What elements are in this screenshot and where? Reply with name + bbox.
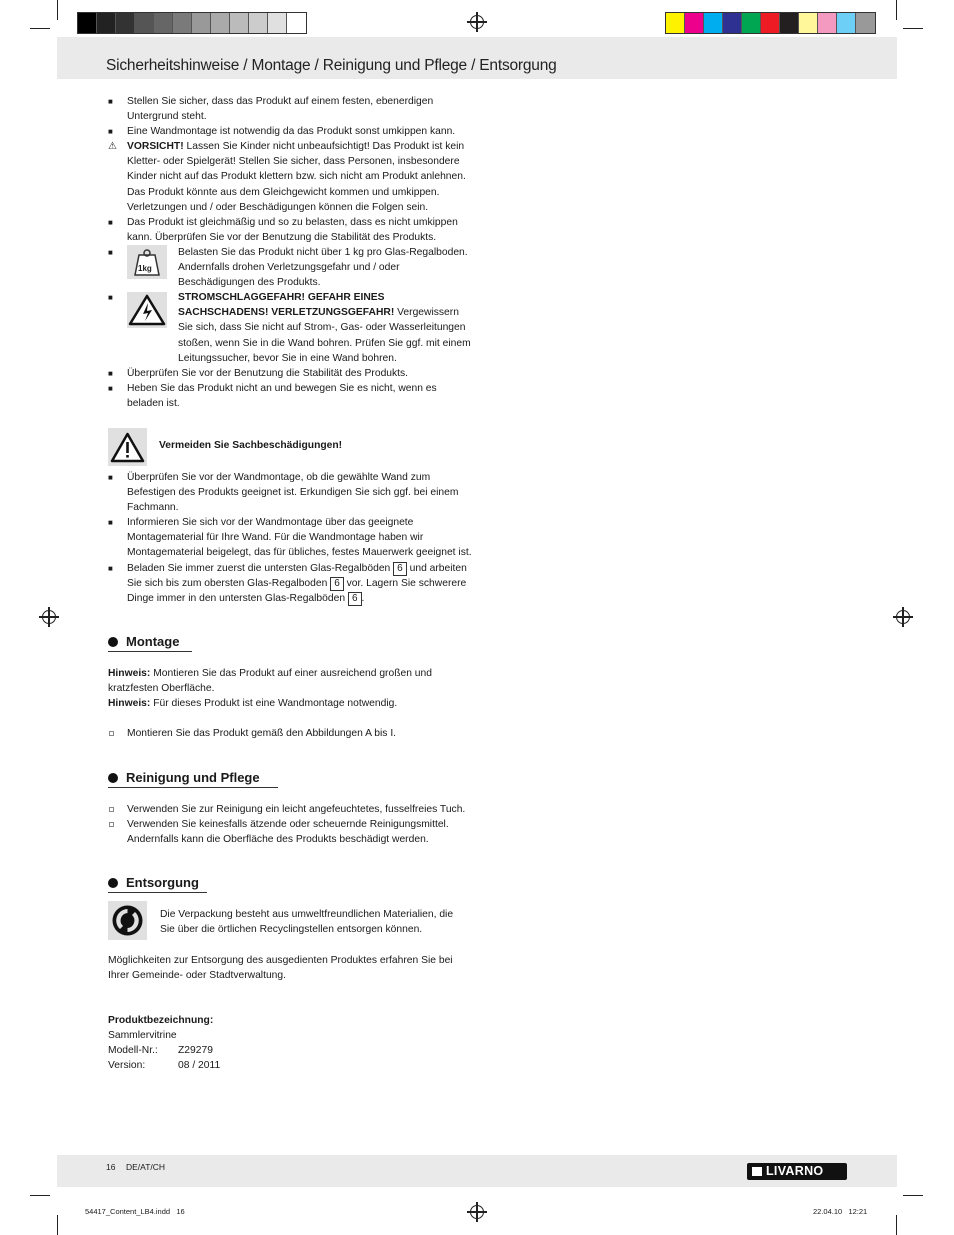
crop-mark: [57, 0, 58, 20]
care-steps: [108, 802, 473, 847]
livarno-logo: [747, 1163, 847, 1180]
checkbox-bullet-icon: [109, 822, 114, 827]
damage-title: Vermeiden Sie Sachbeschädigungen!: [159, 440, 343, 451]
product-info: [108, 1013, 473, 1073]
list-item: [108, 94, 473, 124]
crop-mark: [903, 28, 923, 29]
note-text: Für dieses Produkt ist eine Wandmontage notwendig.: [153, 698, 398, 710]
list-item-text: Überprüfen Sie vor der Benutzung die Stabilität des Produkts.: [127, 367, 409, 379]
gray-swatch: [97, 13, 116, 33]
step-item: [108, 817, 473, 847]
model-label: Modell-Nr.:: [108, 1045, 158, 1057]
gray-swatch: [116, 13, 135, 33]
safety-list: [108, 94, 473, 411]
version-label: Version:: [108, 1060, 146, 1072]
part-reference: 6: [330, 577, 344, 591]
slug-file: 54417_Content_LB4.indd 16: [85, 1207, 185, 1216]
disposal-text: Möglichkeiten zur Entsorgung des ausgedienten Produktes erfahren Sie bei Ihrer Gemeinde- oder Stadtverwaltung.: [108, 955, 453, 982]
crop-mark: [30, 1195, 50, 1196]
section-heading-text: Reinigung und Pflege: [126, 770, 260, 785]
list-item-text: und arbeiten Sie sich bis zum obersten Glas-Regalboden: [127, 562, 467, 589]
version-value: 08 / 2011: [178, 1060, 221, 1072]
square-bullet-icon: ■: [108, 563, 113, 573]
gray-swatch: [230, 13, 249, 33]
list-item: [108, 561, 473, 606]
square-bullet-icon: ■: [108, 127, 113, 137]
color-swatch: [818, 13, 837, 33]
list-item-text: Informieren Sie sich vor der Wandmontage über das geeignete Montagematerial für Ihre Wand. Für die Wandmontage haben wir Montagematerial beigelegt, das für übliches, festes Mauerwerk geeignet ist.: [127, 517, 472, 559]
registration-mark-icon: [470, 1205, 484, 1219]
heading-underline: [108, 892, 207, 893]
list-item-text: Beladen Sie immer zuerst die untersten Glas-Regalböden: [127, 562, 391, 574]
electric-shock-warning-icon: [127, 292, 167, 328]
list-item: [108, 139, 473, 214]
crop-mark: [903, 1195, 923, 1196]
model-number: Z29279: [178, 1045, 213, 1057]
list-item-text: Stellen Sie sicher, dass das Produkt auf einem festen, ebenerdigen Untergrund steht.: [127, 96, 434, 123]
section-heading-montage: [108, 634, 179, 649]
color-swatch: [761, 13, 780, 33]
square-bullet-icon: ■: [108, 383, 113, 393]
gray-swatch: [287, 13, 306, 33]
gray-swatch: [78, 13, 97, 33]
section-heading-disposal: [108, 875, 199, 890]
list-item-text: Das Produkt ist gleichmäßig und so zu belasten, dass es nicht umkippen kann. Überprüfen Sie vor der Benutzung die Stabilität des Produkts.: [127, 216, 458, 243]
gray-swatch: [135, 13, 154, 33]
gray-swatch: [154, 13, 173, 33]
list-item-text: Lassen Sie Kinder nicht unbeaufsichtigt! Das Produkt ist kein Kletter- oder Spielgerät! Stellen Sie sicher, dass Personen, insbesondere Kinder nicht auf das Produkt klettern bzw. sich nicht am Produkt anlehnen. Das Produkt könnte aus dem Gleichgewicht kommen und umkippen. Verletzungen und / oder Beschädigungen können die Folgen sein.: [127, 141, 466, 213]
logo-mark-icon: [752, 1167, 762, 1176]
list-item: [108, 245, 473, 290]
crop-mark: [30, 28, 50, 29]
list-item: [108, 515, 473, 560]
square-bullet-icon: ■: [108, 293, 113, 303]
gray-swatch: [192, 13, 211, 33]
gray-swatch: [211, 13, 230, 33]
danger-label: STROMSCHLAGGEFAHR! GEFAHR EINES SACHSCHADENS! VERLETZUNGSGEFAHR!: [178, 292, 395, 319]
square-bullet-icon: ■: [108, 473, 113, 482]
heading-underline: [108, 651, 192, 652]
list-item: [108, 366, 473, 381]
page-footer: [57, 1155, 897, 1187]
page-title: Sicherheitshinweise / Montage / Reinigung und Pflege / Entsorgung: [106, 57, 557, 74]
square-bullet-icon: ■: [108, 247, 113, 257]
bullet-dot-icon: [108, 637, 118, 647]
note-label: Hinweis:: [108, 668, 151, 679]
packaging-text: Die Verpackung besteht aus umweltfreundlichen Materialien, die Sie über die örtlichen Recyclingstellen entsorgen können.: [160, 909, 454, 936]
checkbox-bullet-icon: [109, 807, 114, 812]
list-item-text: Belasten Sie das Produkt nicht über 1 kg pro Glas-Regalboden. Andernfalls drohen Verletzungsgefahr und / oder Beschädigungen des Produkts.: [178, 246, 468, 289]
list-item: [108, 381, 473, 411]
section-heading-text: Montage: [126, 634, 180, 649]
bullet-dot-icon: [108, 773, 118, 783]
crop-mark: [57, 1215, 58, 1235]
grayscale-bar: [77, 12, 307, 34]
step-text: Verwenden Sie keinesfalls ätzende oder scheuernde Reinigungsmittel. Andernfalls kann die Oberfläche des Produkts beschädigt werden.: [127, 819, 449, 846]
brand-name: LIVARNO: [766, 1164, 824, 1178]
color-swatch: [704, 13, 723, 33]
step-text: Verwenden Sie zur Reinigung ein leicht angefeuchtetes, fusselfreies Tuch.: [127, 804, 466, 815]
crop-mark: [896, 1215, 897, 1235]
color-bar: [665, 12, 876, 34]
color-swatch: [799, 13, 818, 33]
color-swatch: [666, 13, 685, 33]
caution-label: VORSICHT!: [127, 141, 184, 153]
slug-date: 22.04.10 12:21: [813, 1207, 868, 1216]
weight-1kg-icon: [127, 245, 167, 279]
list-item: [108, 215, 473, 245]
step-item: [108, 726, 473, 741]
step-item: [108, 802, 473, 817]
page-header: [57, 37, 897, 79]
square-bullet-icon: ■: [108, 368, 113, 378]
registration-mark-icon: [42, 610, 56, 624]
product-label: Produktbezeichnung:: [108, 1015, 214, 1026]
list-item: [108, 470, 473, 515]
section-heading-text: Entsorgung: [126, 875, 199, 890]
color-swatch: [723, 13, 742, 33]
section-heading-care: [108, 770, 260, 785]
product-name: Sammlervitrine: [108, 1030, 177, 1042]
list-item-text: Vergewissern Sie sich, dass Sie nicht auf Strom-, Gas- oder Wasserleitungen stoßen, wenn Sie in die Wand bohren. Prüfen Sie ggf. mit einem Leitungssucher, bevor Sie in eine Wand bohren.: [178, 307, 471, 364]
step-text: Montieren Sie das Produkt gemäß den Abbildungen A bis I.: [127, 728, 397, 739]
note-text: Montieren Sie das Produkt auf einer ausreichend großen und kratzfesten Oberfläche.: [108, 668, 432, 695]
gray-swatch: [249, 13, 268, 33]
color-swatch: [856, 13, 875, 33]
heading-underline: [108, 787, 278, 788]
list-item-text: vor. Lagern Sie schwerere Dinge immer in den untersten Glas-Regalböden: [127, 577, 467, 604]
bullet-dot-icon: [108, 878, 118, 888]
part-reference: 6: [348, 592, 362, 606]
square-bullet-icon: ■: [108, 97, 113, 106]
note-label: Hinweis:: [108, 698, 151, 710]
damage-list: [108, 470, 473, 606]
registration-mark-icon: [896, 610, 910, 624]
gray-swatch: [268, 13, 287, 33]
montage-steps: [108, 726, 473, 741]
part-reference: 6: [393, 562, 407, 576]
color-swatch: [837, 13, 856, 33]
list-item-text: .: [361, 592, 365, 604]
recycling-green-dot-icon: [108, 901, 147, 940]
warning-triangle-icon: ⚠: [108, 141, 117, 153]
color-swatch: [780, 13, 799, 33]
gray-swatch: [173, 13, 192, 33]
list-item-text: Heben Sie das Produkt nicht an und bewegen Sie es nicht, wenn es beladen ist.: [127, 382, 437, 409]
list-item: [108, 290, 473, 365]
region-code: DE/AT/CH: [126, 1162, 166, 1172]
registration-mark-icon: [470, 15, 484, 29]
color-swatch: [742, 13, 761, 33]
montage-notes: [108, 666, 473, 711]
warning-triangle-icon: [108, 428, 147, 466]
weight-label: 1kg: [138, 263, 152, 273]
page-number: 16: [106, 1162, 116, 1172]
list-item: [108, 124, 473, 139]
checkbox-bullet-icon: [109, 731, 114, 736]
square-bullet-icon: ■: [108, 217, 113, 227]
list-item-text: Überprüfen Sie vor der Wandmontage, ob die gewählte Wand zum Befestigen des Produkts geeignet ist. Erkundigen Sie sich ggf. bei einem Fachmann.: [127, 472, 459, 514]
crop-mark: [896, 0, 897, 20]
square-bullet-icon: ■: [108, 518, 113, 528]
list-item-text: Eine Wandmontage ist notwendig da das Produkt sonst umkippen kann.: [127, 126, 456, 138]
color-swatch: [685, 13, 704, 33]
